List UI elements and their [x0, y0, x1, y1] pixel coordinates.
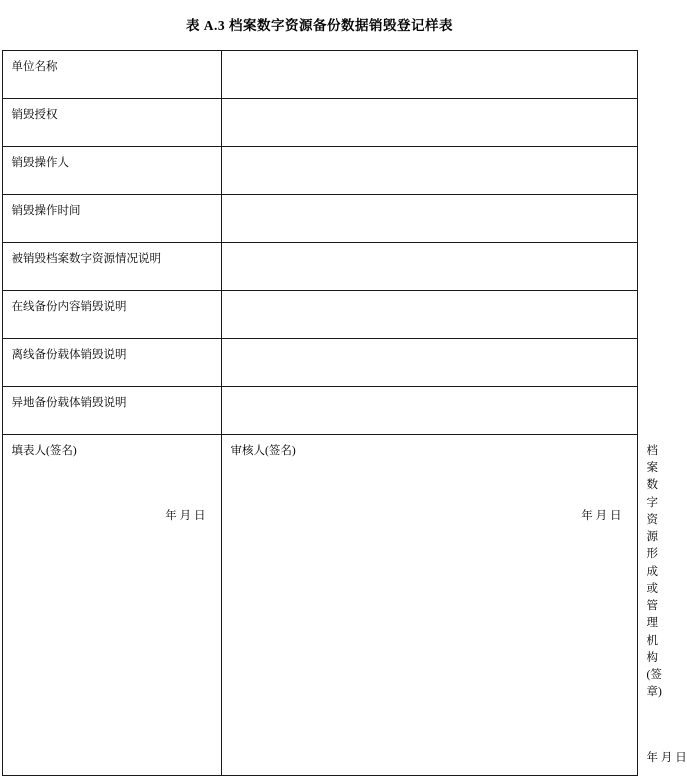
table-body	[2, 50, 687, 775]
date-line-organization: 年 月 日	[646, 751, 687, 764]
table-row	[2, 194, 637, 242]
row-value-destruction-authorization[interactable]	[221, 98, 637, 146]
row-label-offline-media-destruction: 离线备份载体销毁说明	[2, 338, 221, 386]
row-label-offsite-media-destruction: 异地备份载体销毁说明	[2, 386, 221, 434]
row-label-unit-name: 单位名称	[2, 50, 221, 98]
row-value-offline-media-destruction[interactable]	[221, 338, 637, 386]
document-page	[0, 17, 687, 764]
row-value-online-backup-destruction[interactable]	[221, 290, 637, 338]
destruction-registration-table	[2, 50, 687, 776]
table-row	[2, 98, 637, 146]
table-row	[2, 338, 637, 386]
row-label-destroyed-resource-description: 被销毁档案数字资源情况说明	[2, 242, 221, 290]
signature-label-reviewer: 审核人(签名)	[230, 444, 296, 457]
table-row	[2, 290, 637, 338]
table-row	[2, 242, 637, 290]
signature-cell-preparer[interactable]	[2, 434, 221, 775]
table-row	[2, 50, 637, 98]
row-value-unit-name[interactable]	[221, 50, 637, 98]
row-label-online-backup-destruction: 在线备份内容销毁说明	[2, 290, 221, 338]
table-row	[2, 146, 637, 194]
signature-cell-reviewer[interactable]	[221, 434, 637, 775]
signature-row: 填表人(签名) 年 月 日 审核人(签名) 年 月 日 档案数字资源形成或管理机构(签章) 年 月 日	[2, 434, 637, 775]
row-value-destruction-operator[interactable]	[221, 146, 637, 194]
table-row	[2, 386, 637, 434]
row-label-destruction-time: 销毁操作时间	[2, 194, 221, 242]
row-value-offsite-media-destruction[interactable]	[221, 386, 637, 434]
row-value-destruction-time[interactable]	[221, 194, 637, 242]
row-value-destroyed-resource-description[interactable]	[221, 242, 637, 290]
page-title: 表 A.3 档案数字资源备份数据销毁登记样表	[185, 18, 454, 33]
signature-label-preparer: 填表人(签名)	[11, 444, 77, 457]
row-label-destruction-authorization: 销毁授权	[2, 98, 221, 146]
row-label-destruction-operator: 销毁操作人	[2, 146, 221, 194]
date-line-preparer: 年 月 日	[165, 510, 206, 523]
date-line-reviewer: 年 月 日	[581, 510, 622, 523]
